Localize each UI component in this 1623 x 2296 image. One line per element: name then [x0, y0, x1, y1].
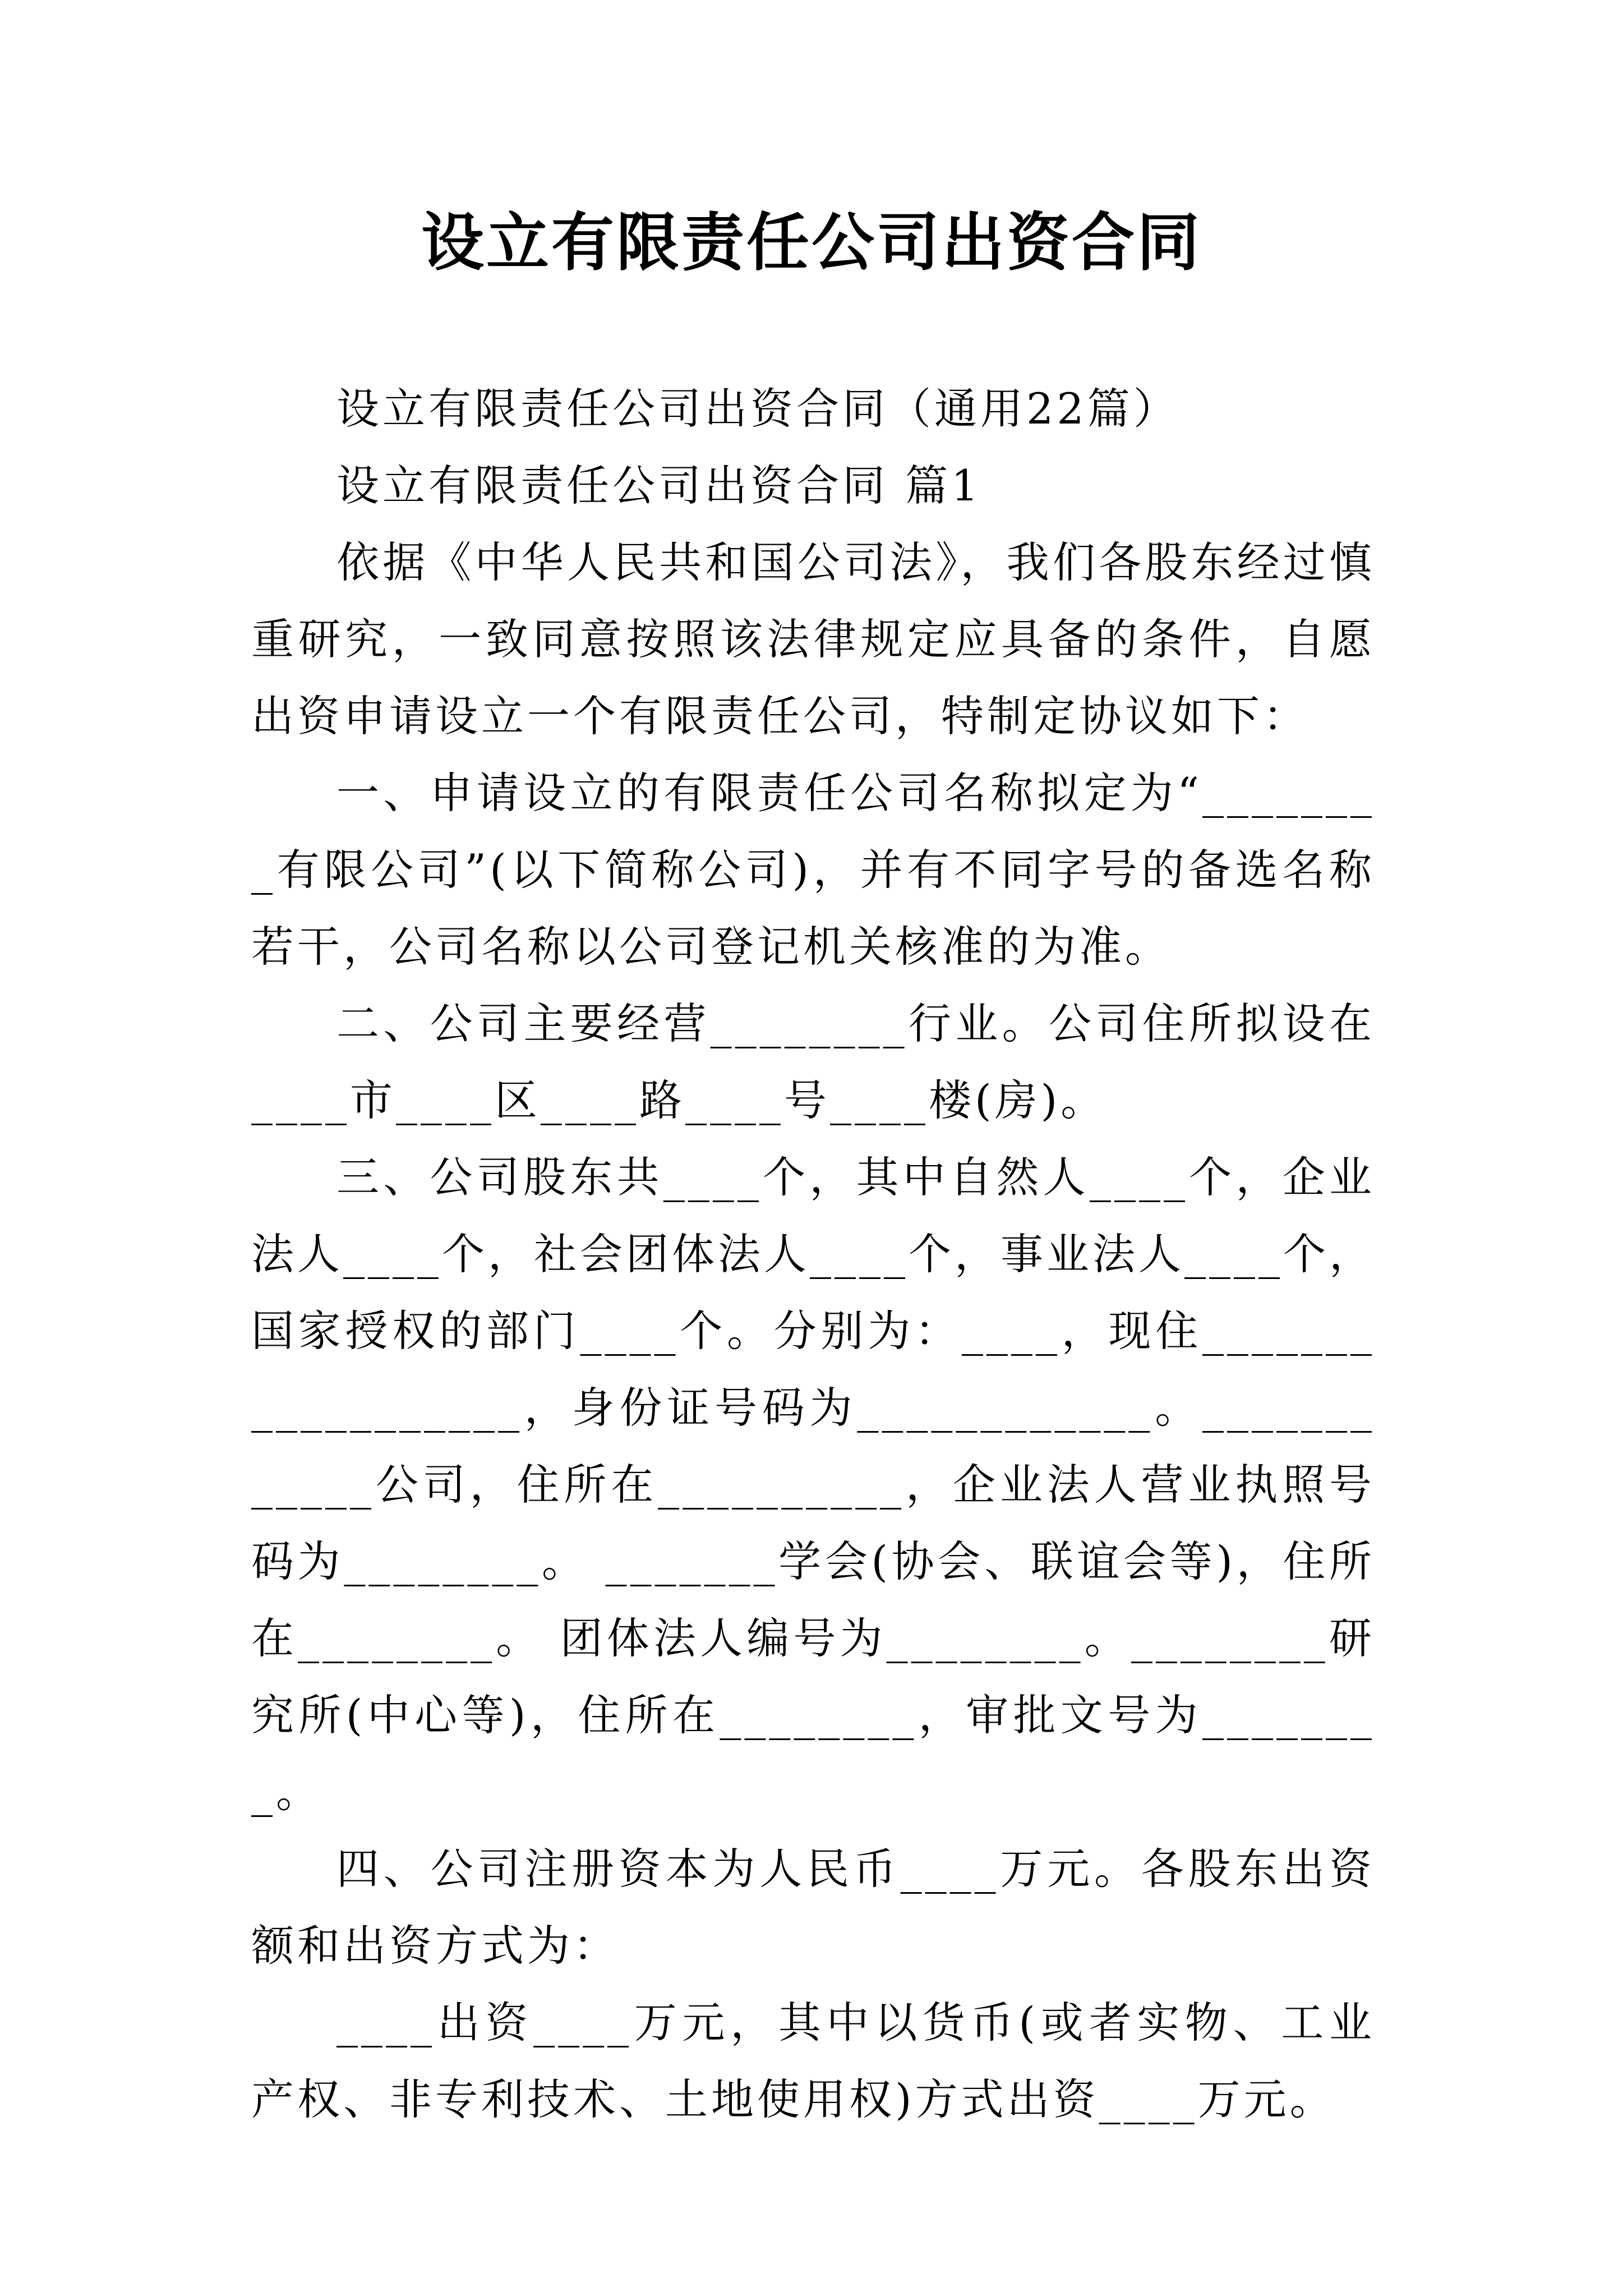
- paragraph-clause-2: 二、公司主要经营________行业。公司住所拟设在____市____区____路____号____楼(房)。: [251, 999, 1375, 1125]
- paragraph-section-heading: 设立有限责任公司出资合同 篇1: [336, 461, 982, 510]
- paragraph-clause-1: 一、申请设立的有限责任公司名称拟定为“________有限公司”(以下简称公司)，并有不同字号的备选名称若干，公司名称以公司登记机关核准的为准。: [251, 768, 1375, 972]
- document-body: [251, 370, 1375, 2138]
- paragraph-clause-4: 四、公司注册资本为人民币____万元。各股东出资额和出资方式为：: [251, 1844, 1375, 1971]
- paragraph-subtitle: 设立有限责任公司出资合同（通用22篇）: [336, 384, 1179, 434]
- paragraph-preamble: 依据《中华人民共和国公司法》，我们各股东经过慎重研究，一致同意按照该法律规定应具备的条件，自愿出资申请设立一个有限责任公司，特制定协议如下：: [251, 537, 1375, 741]
- paragraph-clause-3: 三、公司股东共____个，其中自然人____个，企业法人____个，社会团体法人____个，事业法人____个，国家授权的部门____个。分别为：____，现住__________________，身份证号码为____________。____________公司，住所在__________，企业法人营业执照号码为________。 _______学会(协会、联谊会等)，住所在________。 团体法人编号为________。________研究所(中心等)，住所在________，审批文号为________。: [251, 1152, 1375, 1817]
- paragraph-clause-4-detail: ____出资____万元，其中以货币(或者实物、工业产权、非专利技术、土地使用权)方式出资____万元。: [251, 1998, 1375, 2124]
- document-title: 设立有限责任公司出资合同: [421, 206, 1202, 279]
